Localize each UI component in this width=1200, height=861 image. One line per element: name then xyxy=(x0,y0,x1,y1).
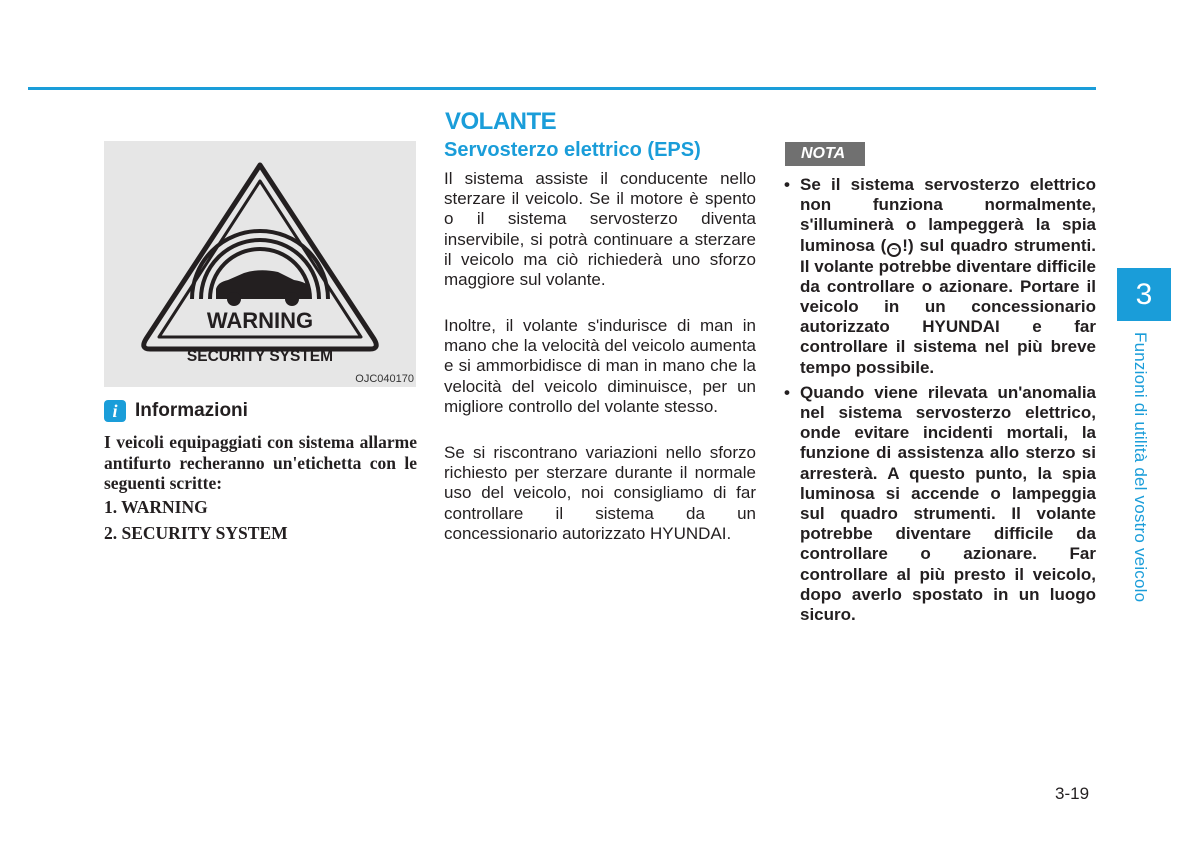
security-system-label-text: SECURITY SYSTEM xyxy=(186,348,334,365)
info-text: I veicoli equipaggiati con sistema allarme antifurto recheranno un'etichetta con le seguenti scritte: xyxy=(104,432,417,493)
chapter-tab: 3 xyxy=(1117,268,1171,321)
body-paragraph-2: Inoltre, il volante s'indurisce di man in mano che la velocità del veicolo aumenta e si ammorbidisce di man in mano che la velocità del veicolo diminuisce, per un migliore controllo del volante stesso. xyxy=(444,316,756,416)
info-item-security-system: 2. SECURITY SYSTEM xyxy=(104,523,288,543)
info-heading xyxy=(104,400,248,422)
nota-item-2: • Quando viene rilevata un'anomalia nel sistema servosterzo elettrico, onde evitare incidenti mortali, la funzione di assistenza allo sterzo si arresterà. A questo punto, la spia luminosa si accende o lampeggia sul quadro strumenti. Il volante potrebbe diventare difficile da controllare o azionare. Far controllare al più presto il veicolo, dopo averlo spostato in un luogo sicuro. xyxy=(784,383,1096,625)
page-number: 3-19 xyxy=(1055,784,1090,803)
info-title: Informazioni xyxy=(135,400,248,421)
figure-code: OJC040170 xyxy=(355,373,414,385)
header-rule xyxy=(28,87,1096,90)
chapter-label: Funzioni di utilità del vostro veicolo xyxy=(1131,332,1150,603)
nota-item-1-text-b: ) sul quadro strumenti. Il volante potrebbe diventare difficile da controllare o azionare. Portare il veicolo in un concessionario autorizzato HYUNDAI e far controllare il sistema nel più breve tempo possibile. xyxy=(800,235,1096,377)
nota-item-1-symbol: ! xyxy=(902,235,908,255)
security-label-figure xyxy=(104,141,416,387)
warning-label-text: WARNING xyxy=(206,308,314,333)
nota-list xyxy=(784,175,1096,630)
section-subtitle: Servosterzo elettrico (EPS) xyxy=(444,139,701,161)
nota-item-1-text-a: Se il sistema servosterzo elettrico non funziona normalmente, s'illuminerà o lampeggerà la spia luminosa ( xyxy=(800,175,1096,255)
body-paragraph-3: Se si riscontrano variazioni nello sforzo richiesto per sterzare durante il normale uso del veicolo, noi consigliamo di far controllare il sistema da un concessionario autorizzato HYUNDAI. xyxy=(444,443,756,543)
info-icon: i xyxy=(104,400,126,422)
section-title: VOLANTE xyxy=(445,108,557,135)
warning-triangle-illustration xyxy=(104,141,416,387)
nota-badge: NOTA xyxy=(785,142,865,166)
nota-item-1 xyxy=(784,175,1096,378)
info-item-warning: 1. WARNING xyxy=(104,497,208,517)
body-paragraph-1: Il sistema assiste il conducente nello sterzare il veicolo. Se il motore è spento o il sistema servosterzo diventa inservibile, si potrà continuare a sterzare il veicolo ma ciò richiederà uno sforzo maggiore sul volante. xyxy=(444,169,756,290)
steering-warning-icon: ~ xyxy=(887,243,901,257)
